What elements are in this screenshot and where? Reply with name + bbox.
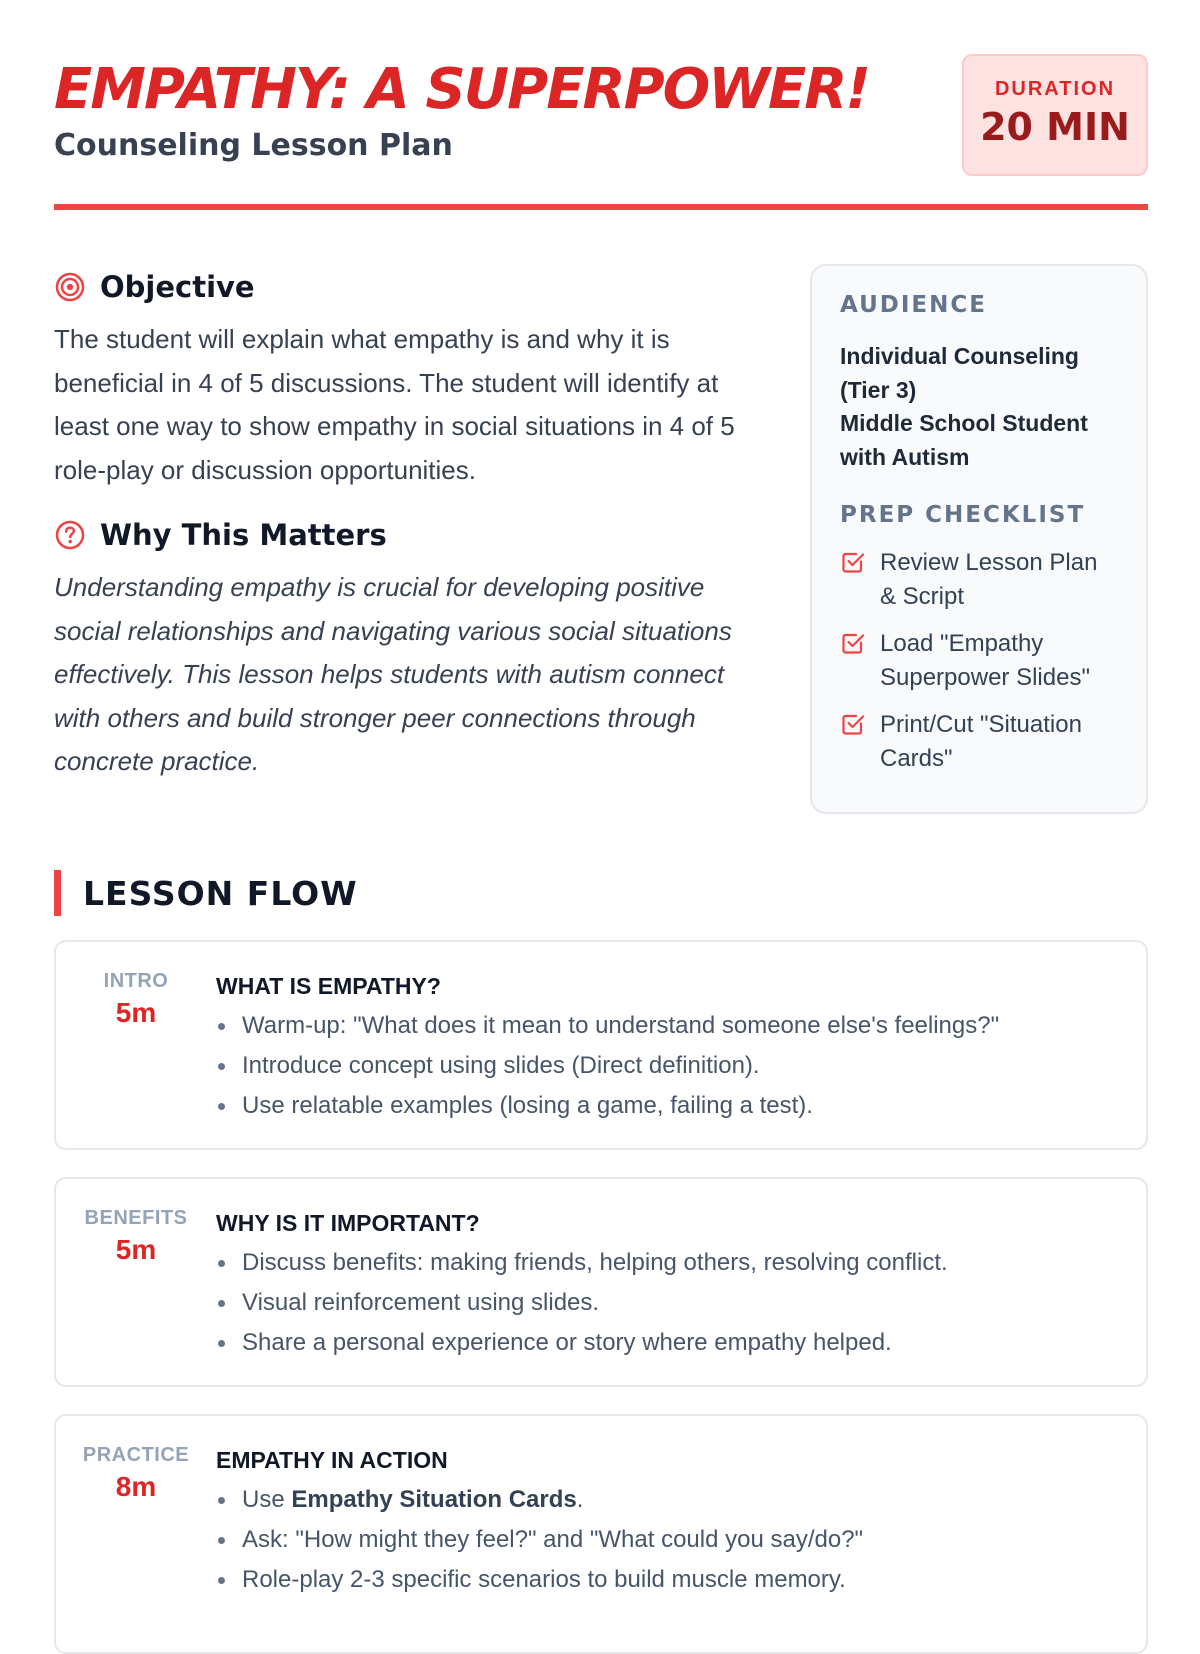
step-title: WHAT IS EMPATHY? — [216, 973, 441, 999]
audience-line: Middle School Student — [840, 410, 1088, 436]
bullet-dot — [218, 1023, 225, 1030]
phase-label: INTRO — [103, 970, 169, 992]
checklist-item-text: Review Lesson Plan & Script — [880, 549, 1098, 610]
why-text: Understanding empathy is crucial for developing positive social relationships and navigating various social situations effectively. This lesson helps students with autism connect with others and build stronger peer connections through concrete practice. — [54, 572, 732, 776]
bullet-item — [216, 1243, 1122, 1283]
prep-checklist-label: PREP CHECKLIST — [840, 502, 1086, 528]
step-timing — [56, 1207, 216, 1266]
step-title: EMPATHY IN ACTION — [216, 1447, 448, 1473]
bullet-text-post: . — [576, 1486, 584, 1513]
bullet-text: Introduce concept using slides (Direct definition). — [242, 1052, 760, 1079]
bullet-text: Warm-up: "What does it mean to understand someone else's feelings?" — [242, 1012, 1000, 1039]
page-title: EMPATHY: A SUPERPOWER! — [54, 57, 869, 122]
bullet-dot — [218, 1260, 225, 1267]
main-content — [54, 264, 774, 784]
audience-line: Individual Counseling — [840, 343, 1079, 369]
bullet-dot — [218, 1537, 225, 1544]
phase-label: PRACTICE — [82, 1444, 190, 1466]
bullet-text: Discuss benefits: making friends, helping others, resolving conflict. — [242, 1249, 948, 1276]
why-heading — [54, 512, 774, 558]
question-circle-icon — [54, 519, 86, 551]
checkbox-checked-icon — [840, 549, 866, 575]
duration-value: 20 MIN — [980, 105, 1130, 149]
audience-line: with Autism — [840, 443, 970, 470]
bullet-dot — [218, 1340, 225, 1347]
checkbox-checked-icon — [840, 711, 866, 737]
bullet-text: Visual reinforcement using slides. — [242, 1289, 600, 1316]
audience-label: AUDIENCE — [840, 292, 987, 318]
audience-prep-card — [810, 264, 1148, 814]
bullet-item — [216, 1560, 1122, 1600]
duration-label: DURATION — [994, 78, 1116, 100]
checklist-item-text: Print/Cut "Situation Cards" — [880, 711, 1082, 772]
lesson-step-card — [54, 1177, 1148, 1387]
checklist-item-text: Load "Empathy Superpower Slides" — [880, 630, 1090, 691]
audience-text — [840, 340, 1120, 474]
bullet-dot — [218, 1300, 225, 1307]
bullet-text-pre: Use — [242, 1486, 292, 1513]
objective-title: Objective — [100, 270, 255, 304]
bullet-dot — [218, 1103, 225, 1110]
bullet-dot — [218, 1063, 225, 1070]
checklist-item — [840, 627, 1120, 694]
bullet-item — [216, 1283, 1122, 1323]
header-divider — [54, 204, 1148, 210]
step-timing — [56, 970, 216, 1029]
section-accent-bar — [54, 870, 61, 916]
lesson-step-card — [54, 1414, 1148, 1654]
step-timing — [56, 1444, 216, 1503]
bullet-item — [216, 1006, 1122, 1046]
bullet-item — [216, 1323, 1122, 1363]
bullet-text: Role-play 2-3 specific scenarios to build muscle memory. — [242, 1566, 846, 1593]
audience-line: (Tier 3) — [840, 376, 917, 403]
step-bullets — [216, 1243, 1122, 1363]
duration-badge — [962, 54, 1148, 176]
bullet-item — [216, 1086, 1122, 1126]
bullet-text: Ask: "How might they feel?" and "What could you say/do?" — [242, 1526, 864, 1553]
step-content — [216, 970, 1122, 1126]
bullet-item — [216, 1520, 1122, 1560]
bullet-item — [216, 1046, 1122, 1086]
lesson-step-card — [54, 940, 1148, 1150]
step-bullets — [216, 1006, 1122, 1126]
step-title: WHY IS IT IMPORTANT? — [216, 1210, 480, 1236]
checklist-item — [840, 708, 1120, 775]
step-bullets — [216, 1480, 1122, 1600]
prep-checklist — [840, 546, 1120, 775]
step-content — [216, 1444, 1122, 1600]
phase-duration: 8m — [115, 1471, 157, 1502]
bullet-text-strong: Empathy Situation Cards — [291, 1486, 577, 1513]
target-icon — [54, 271, 86, 303]
lesson-flow-title: LESSON FLOW — [83, 873, 358, 913]
bullet-dot — [218, 1577, 225, 1584]
checkbox-checked-icon — [840, 630, 866, 656]
phase-duration: 5m — [115, 1234, 157, 1265]
why-title: Why This Matters — [100, 518, 387, 552]
page-subtitle: Counseling Lesson Plan — [54, 128, 453, 163]
bullet-item — [216, 1480, 1122, 1520]
objective-heading — [54, 264, 774, 310]
phase-label: BENEFITS — [84, 1207, 188, 1229]
bullet-text: Use relatable examples (losing a game, failing a test). — [242, 1092, 813, 1119]
checklist-item — [840, 546, 1120, 613]
objective-text: The student will explain what empathy is and why it is beneficial in 4 of 5 discussions. The student will identify at least one way to show empathy in social situations in 4 of 5 role-play or discussion opportunities. — [54, 324, 735, 485]
step-content — [216, 1207, 1122, 1363]
header — [54, 54, 1148, 210]
bullet-dot — [218, 1497, 225, 1504]
bullet-text: Share a personal experience or story where empathy helped. — [242, 1329, 892, 1356]
phase-duration: 5m — [115, 997, 157, 1028]
lesson-flow-heading — [54, 870, 358, 916]
